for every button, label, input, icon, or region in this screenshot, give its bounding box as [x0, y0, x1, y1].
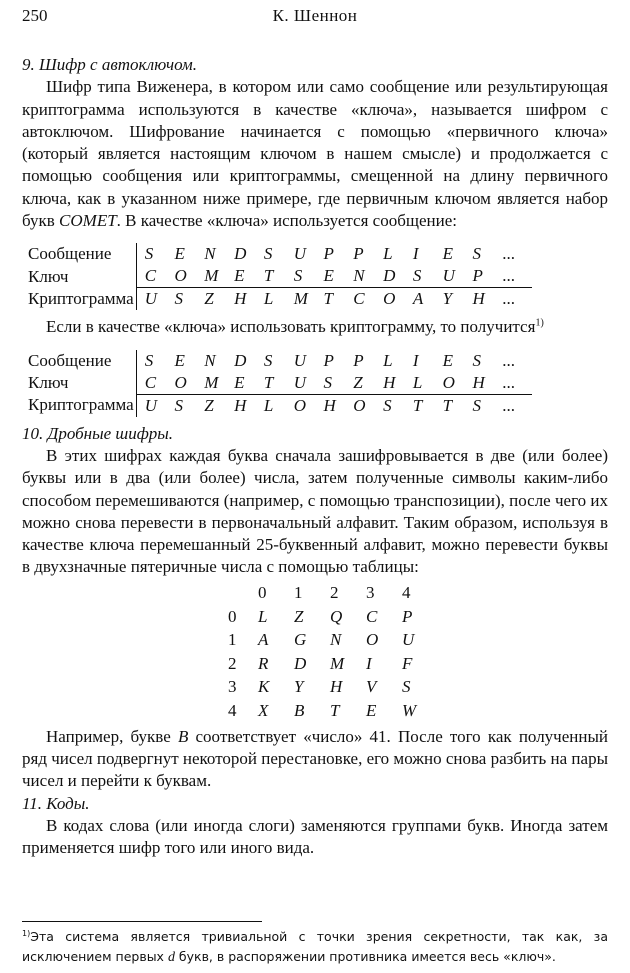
- cipher-letter: L: [383, 350, 393, 370]
- cipher-letter: U: [144, 395, 157, 415]
- cipher-letter: L: [263, 289, 274, 309]
- cipher-letter: N: [204, 244, 216, 264]
- cipher-letter: S: [293, 266, 303, 286]
- grid-col-label: 4: [402, 583, 411, 603]
- cipher-letter: O: [293, 395, 306, 415]
- grid-col-label: 1: [294, 583, 303, 603]
- fraction-table: [228, 582, 438, 723]
- row-chars: [136, 350, 532, 372]
- cipher-letter: S: [144, 350, 154, 370]
- grid-letter: D: [294, 653, 307, 673]
- cipher-letter: Z: [353, 372, 363, 392]
- grid-letter: W: [402, 700, 417, 720]
- grid-row: [228, 676, 438, 700]
- grid-row-label: 2: [228, 653, 237, 673]
- grid-letter: Z: [294, 606, 304, 626]
- paragraph-text: Шифр типа Виженера, в котором или само сообщение или результирующая криптограмма используются в качестве «ключа», называется шифром с автоключом. Шифрование начинается с помощью «первичного ключа» (который является настоящим ключом в нашем смысле) и продолжается с помощью сообщения или криптограммы, смещенной на длину первичного ключа, как в указанном ниже примере, где первичным ключом является набор букв: [22, 77, 608, 231]
- cipher-letter: Z: [204, 395, 214, 415]
- grid-row-label: 3: [228, 677, 237, 697]
- cipher-letter: L: [383, 244, 393, 264]
- cipher-letter: P: [353, 244, 364, 264]
- cipher-letter: T: [263, 266, 274, 286]
- cipher-letter: U: [293, 244, 306, 264]
- cipher-letter: P: [323, 244, 334, 264]
- section-11-paragraph-1: В кодах слова (или иногда слоги) заменяются группами букв. Иногда затем применяется шифр того или иного вида.: [22, 815, 608, 858]
- cipher-letter: H: [472, 372, 485, 392]
- grid-col-label: 2: [330, 583, 339, 603]
- ellipsis: ...: [502, 244, 516, 264]
- cipher-letter: I: [412, 350, 419, 370]
- ellipsis: ...: [502, 266, 516, 286]
- grid-col-label: 0: [258, 583, 267, 603]
- cipher-letter: M: [204, 266, 219, 286]
- autokey-message-table: [28, 243, 532, 310]
- cipher-letter: S: [323, 372, 332, 392]
- cipher-letter: S: [174, 289, 183, 309]
- cipher-letter: D: [383, 266, 396, 286]
- cipher-letter: S: [383, 395, 392, 415]
- cipher-row: [28, 350, 532, 372]
- footnote-rule: [22, 921, 262, 922]
- paragraph-text: Например, букве: [46, 726, 178, 746]
- cipher-letter: E: [234, 266, 245, 286]
- cipher-letter: U: [293, 372, 306, 392]
- paragraph-text-end: соответствует «число» 41. После того как полученный ряд чисел подвергнут некоторой перестановке, его можно снова разбить на пары чисел и перейти к буквам.: [22, 726, 609, 791]
- cipher-letter: P: [323, 350, 334, 370]
- grid-letter: X: [258, 700, 269, 720]
- cipher-letter: S: [263, 244, 273, 264]
- grid-letter: I: [366, 653, 372, 673]
- grid-letter: Q: [330, 606, 343, 626]
- autokey-cryptogram-table: [28, 350, 532, 417]
- grid-letter: O: [366, 630, 379, 650]
- grid-letter: K: [258, 677, 270, 697]
- cipher-letter: T: [412, 395, 423, 415]
- grid-letter: P: [402, 606, 413, 626]
- cipher-letter: Y: [442, 289, 453, 309]
- section-9-paragraph-1: [22, 76, 608, 232]
- section-9-heading: 9. Шифр с автоключом.: [22, 55, 198, 74]
- cipher-letter: E: [442, 244, 454, 264]
- cipher-letter: O: [442, 372, 455, 392]
- section-10-paragraph-2: [22, 726, 608, 793]
- cipher-letter: E: [323, 266, 334, 286]
- grid-letter: T: [330, 700, 340, 720]
- cipher-letter: E: [234, 372, 245, 392]
- row-label: Криптограмма: [28, 395, 134, 415]
- grid-letter: Y: [294, 677, 304, 697]
- cipher-letter: H: [234, 289, 247, 309]
- grid-letter: B: [294, 700, 305, 720]
- cipher-letter: U: [144, 289, 157, 309]
- cipher-letter: O: [383, 289, 396, 309]
- cipher-letter: U: [293, 350, 306, 370]
- cipher-row: [28, 394, 532, 417]
- cipher-letter: S: [263, 350, 273, 370]
- grid-row-label: 4: [228, 700, 237, 720]
- section-9-paragraph-2: [22, 316, 608, 338]
- cipher-letter: E: [174, 244, 185, 264]
- cipher-letter: C: [144, 372, 157, 392]
- cipher-letter: T: [263, 372, 274, 392]
- ellipsis: ...: [502, 350, 516, 370]
- grid-letter: S: [402, 677, 411, 697]
- grid-letter: R: [258, 653, 269, 673]
- row-chars: [136, 243, 532, 265]
- section-11-heading: 11. Коды.: [22, 793, 90, 813]
- paragraph-text-end: . В качестве «ключа» используется сообщение:: [116, 211, 457, 231]
- cipher-letter: T: [323, 289, 333, 309]
- row-label: Ключ: [28, 266, 69, 286]
- cipher-letter: O: [353, 395, 366, 415]
- ellipsis: ...: [502, 372, 516, 392]
- grid-row: [228, 699, 438, 723]
- grid-letter: E: [366, 700, 377, 720]
- section-10-paragraph-1: В этих шифрах каждая буква сначала зашифровывается в две (или более) буквы или в два (или более) числа, затем полученные символы каким-либо способом перемешиваются (например, с помощью транспозиции), после чего их можно снова перевести в первоначальный алфавит. Таким образом, используя в качестве ключа перемешанный 25-буквенный алфавит, можно перевести буквы в двухзначные пятеричные числа с помощью таблицы:: [22, 445, 608, 577]
- row-label: Сообщение: [28, 244, 112, 264]
- grid-corner: [228, 582, 258, 606]
- letter-b: B: [177, 726, 189, 746]
- cipher-letter: L: [412, 372, 423, 392]
- page-body: [22, 54, 608, 860]
- grid-row-label: 1: [228, 630, 237, 650]
- grid-letter: N: [330, 630, 342, 650]
- row-chars: [136, 265, 532, 288]
- cipher-letter: S: [174, 395, 183, 415]
- cipher-row: [28, 265, 532, 288]
- ellipsis: ...: [502, 395, 516, 415]
- cipher-letter: T: [442, 395, 453, 415]
- footnote-mark: 1): [22, 928, 31, 938]
- row-label: Криптограмма: [28, 289, 134, 309]
- grid-letter: F: [402, 653, 413, 673]
- page-header: [22, 6, 608, 28]
- paragraph-text: Если в качестве «ключа» использовать криптограмму, то получится: [46, 317, 536, 337]
- cipher-letter: O: [174, 266, 187, 286]
- footnote-text-end: букв, в распоряжении противника имеется весь «ключ».: [174, 949, 556, 964]
- grid-letter: U: [402, 630, 415, 650]
- cipher-letter: M: [293, 289, 308, 309]
- row-chars: [136, 288, 532, 311]
- footnote-text: Эта система является тривиальной с точки зрения секретности, так как, за исключением первых: [22, 929, 608, 964]
- cipher-letter: N: [353, 266, 365, 286]
- primary-key-word: COMET: [59, 211, 117, 231]
- cipher-row: [28, 372, 532, 395]
- cipher-letter: P: [472, 266, 483, 286]
- cipher-letter: S: [472, 350, 481, 370]
- cipher-letter: C: [353, 289, 365, 309]
- grid-row: [228, 629, 438, 653]
- cipher-letter: D: [234, 350, 247, 370]
- cipher-letter: I: [412, 244, 419, 264]
- cipher-letter: P: [353, 350, 364, 370]
- cipher-letter: H: [472, 289, 485, 309]
- cipher-letter: U: [442, 266, 455, 286]
- grid-header-row: [228, 582, 438, 606]
- cipher-letter: S: [412, 266, 422, 286]
- grid-letter: G: [294, 630, 307, 650]
- cipher-letter: S: [144, 244, 154, 264]
- cipher-letter: C: [144, 266, 157, 286]
- cipher-letter: M: [204, 372, 219, 392]
- cipher-row: [28, 288, 532, 311]
- cipher-letter: L: [263, 395, 274, 415]
- cipher-letter: D: [234, 244, 247, 264]
- cipher-letter: H: [323, 395, 336, 415]
- cipher-row: [28, 243, 532, 265]
- cipher-letter: A: [412, 289, 424, 309]
- grid-row-label: 0: [228, 606, 237, 626]
- cipher-letter: E: [442, 350, 454, 370]
- row-label: Сообщение: [28, 350, 112, 370]
- grid-letter: V: [366, 677, 377, 697]
- cipher-letter: E: [174, 350, 185, 370]
- cipher-letter: H: [234, 395, 247, 415]
- grid-letter: M: [330, 653, 345, 673]
- grid-letter: L: [258, 606, 268, 626]
- grid-letter: H: [330, 677, 343, 697]
- grid-letter: C: [366, 606, 378, 626]
- ellipsis: ...: [502, 289, 516, 309]
- cipher-letter: H: [383, 372, 396, 392]
- running-head: К. Шеннон: [272, 6, 358, 25]
- footnote: [22, 927, 608, 968]
- grid-row: [228, 652, 438, 676]
- footnote-d: d: [167, 950, 175, 965]
- cipher-letter: O: [174, 372, 187, 392]
- cipher-letter: N: [204, 350, 216, 370]
- cipher-letter: S: [472, 244, 481, 264]
- row-chars: [136, 372, 532, 395]
- page-number: 250: [22, 6, 48, 25]
- section-10-heading: 10. Дробные шифры.: [22, 423, 174, 443]
- row-label: Ключ: [28, 372, 69, 392]
- cipher-letter: Z: [204, 289, 214, 309]
- grid-col-label: 3: [366, 583, 375, 603]
- row-chars: [136, 394, 532, 417]
- footnote-marker: 1): [535, 317, 544, 329]
- grid-row: [228, 605, 438, 629]
- grid-letter: A: [258, 630, 269, 650]
- cipher-letter: S: [472, 395, 481, 415]
